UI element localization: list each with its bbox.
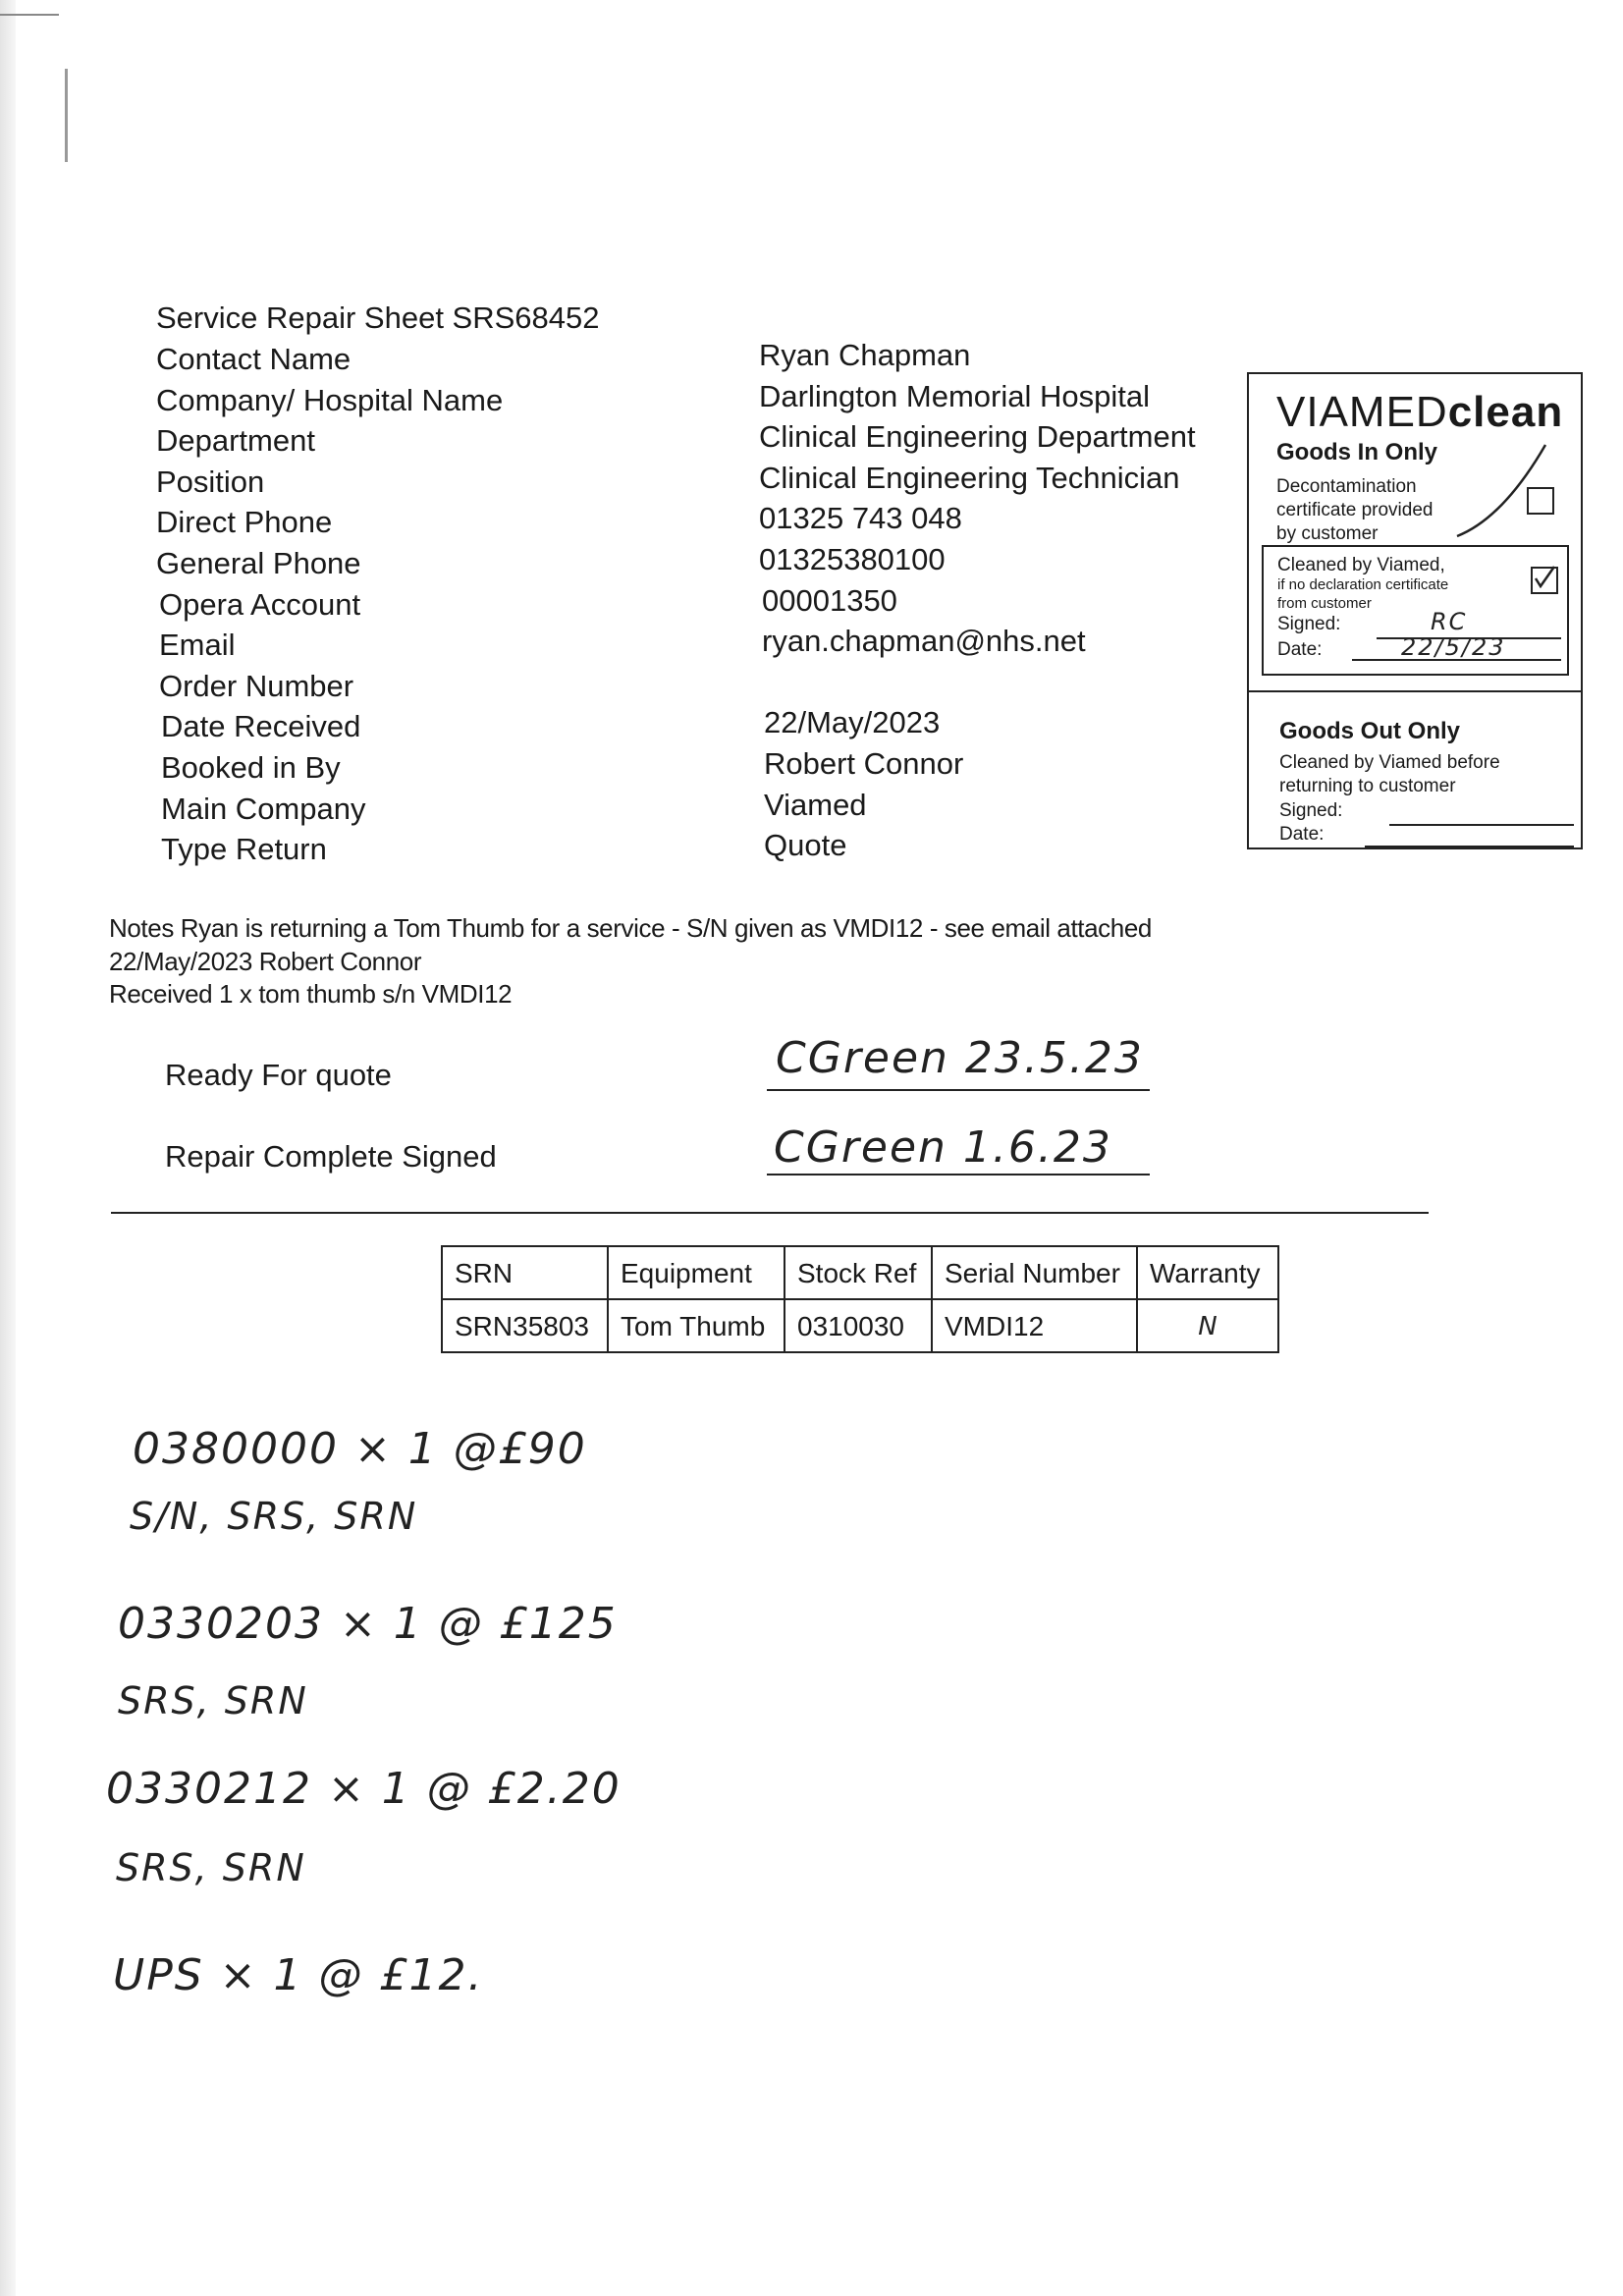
logo-light-text: VIAMED bbox=[1276, 388, 1448, 436]
out-signed-label: Signed: bbox=[1279, 800, 1343, 821]
viamedclean-logo bbox=[1276, 388, 1563, 437]
handwritten-item-note: S/N, SRS, SRN bbox=[130, 1495, 418, 1538]
goods-in-heading: Goods In Only bbox=[1276, 439, 1438, 465]
scan-edge bbox=[0, 0, 16, 2296]
handwritten-item: UPS × 1 @ £12. bbox=[113, 1950, 484, 2000]
cell-equipment: Tom Thumb bbox=[608, 1299, 784, 1352]
field-label: Contact Name bbox=[156, 342, 352, 376]
field-value: Robert Connor bbox=[764, 746, 964, 781]
field-value: Darlington Memorial Hospital bbox=[759, 378, 1150, 413]
field-value: Quote bbox=[764, 828, 847, 863]
table-row bbox=[442, 1299, 1278, 1352]
cell-warranty: N bbox=[1137, 1299, 1278, 1352]
cleaned-by-viamed-box bbox=[1262, 545, 1569, 676]
repair-complete-label: Repair Complete Signed bbox=[165, 1139, 497, 1174]
decon-checkbox[interactable] bbox=[1527, 487, 1554, 515]
out-signed-line bbox=[1389, 824, 1574, 826]
header-warranty: Warranty bbox=[1137, 1246, 1278, 1299]
table-header-row bbox=[442, 1246, 1278, 1299]
handwritten-item: 0330212 × 1 @ £2.20 bbox=[106, 1764, 622, 1814]
field-label: Order Number bbox=[159, 668, 354, 703]
decon-text: certificate provided bbox=[1276, 500, 1434, 520]
notes-line: 22/May/2023 Robert Connor bbox=[109, 947, 422, 976]
header-serial-number: Serial Number bbox=[932, 1246, 1137, 1299]
handwritten-item: 0330203 × 1 @ £125 bbox=[118, 1599, 618, 1649]
field-value: Clinical Engineering Technician bbox=[759, 460, 1180, 495]
field-label: Direct Phone bbox=[156, 505, 333, 540]
goods-out-heading: Goods Out Only bbox=[1279, 718, 1460, 744]
field-label: General Phone bbox=[156, 546, 361, 580]
signed-label: Signed: bbox=[1277, 614, 1341, 634]
scan-artifact bbox=[65, 69, 68, 162]
field-label: Booked in By bbox=[161, 750, 341, 785]
field-value: Ryan Chapman bbox=[759, 338, 971, 372]
header-stock-ref: Stock Ref bbox=[784, 1246, 932, 1299]
cell-serial-number: VMDI12 bbox=[932, 1299, 1137, 1352]
field-value: ryan.chapman@nhs.net bbox=[762, 624, 1086, 659]
stamp-divider bbox=[1249, 690, 1581, 692]
signature-line bbox=[767, 1089, 1150, 1091]
cleaned-text: Cleaned by Viamed, bbox=[1277, 555, 1445, 575]
field-label: Email bbox=[159, 628, 236, 663]
ready-for-quote-label: Ready For quote bbox=[165, 1058, 392, 1092]
field-value: 22/May/2023 bbox=[764, 705, 941, 740]
signed-value: RC bbox=[1431, 608, 1468, 635]
cell-stock-ref: 0310030 bbox=[784, 1299, 932, 1352]
field-value: 01325380100 bbox=[759, 542, 946, 576]
date-value: 22/5/23 bbox=[1401, 633, 1506, 661]
field-label: Date Received bbox=[161, 709, 361, 744]
handwritten-item-note: SRS, SRN bbox=[116, 1846, 306, 1889]
out-date-label: Date: bbox=[1279, 824, 1325, 845]
handwritten-item: 0380000 × 1 @£90 bbox=[133, 1424, 587, 1474]
decon-text: by customer bbox=[1276, 523, 1379, 544]
section-divider bbox=[111, 1212, 1429, 1214]
out-date-line bbox=[1365, 846, 1574, 847]
cleaned-checkbox[interactable] bbox=[1531, 567, 1558, 594]
header-srn: SRN bbox=[442, 1246, 608, 1299]
field-label: Position bbox=[156, 464, 265, 499]
equipment-table bbox=[441, 1245, 1279, 1353]
scan-artifact bbox=[0, 14, 59, 16]
field-label: Type Return bbox=[161, 832, 327, 867]
field-label: Company/ Hospital Name bbox=[156, 382, 504, 417]
field-label: Department bbox=[156, 423, 315, 459]
check-icon bbox=[1533, 565, 1556, 588]
handwritten-item-note: SRS, SRN bbox=[118, 1679, 308, 1722]
notes-line: Received 1 x tom thumb s/n VMDI12 bbox=[109, 979, 513, 1009]
field-value: Clinical Engineering Department bbox=[759, 419, 1196, 455]
signature-line bbox=[767, 1174, 1150, 1175]
goods-out-text: Cleaned by Viamed before bbox=[1279, 752, 1500, 773]
cleaned-text: from customer bbox=[1277, 595, 1372, 612]
field-label: Main Company bbox=[161, 791, 366, 826]
field-value: Viamed bbox=[764, 787, 867, 822]
date-label: Date: bbox=[1277, 639, 1323, 660]
field-value: 01325 743 048 bbox=[759, 501, 962, 536]
cell-srn: SRN35803 bbox=[442, 1299, 608, 1352]
viamedclean-stamp bbox=[1247, 372, 1583, 849]
logo-bold-text: clean bbox=[1447, 388, 1564, 436]
decon-text: Decontamination bbox=[1276, 476, 1417, 497]
goods-out-text: returning to customer bbox=[1279, 776, 1456, 796]
notes-line: Notes Ryan is returning a Tom Thumb for a service - S/N given as VMDI12 - see email attached bbox=[109, 913, 1152, 943]
header-equipment: Equipment bbox=[608, 1246, 784, 1299]
field-value: 00001350 bbox=[762, 582, 897, 618]
repair-complete-signature: CGreen 1.6.23 bbox=[774, 1122, 1112, 1173]
cleaned-text: if no declaration certificate bbox=[1277, 576, 1449, 593]
sheet-title: Service Repair Sheet SRS68452 bbox=[156, 301, 600, 335]
field-label: Opera Account bbox=[159, 586, 361, 622]
ready-for-quote-signature: CGreen 23.5.23 bbox=[776, 1033, 1144, 1083]
